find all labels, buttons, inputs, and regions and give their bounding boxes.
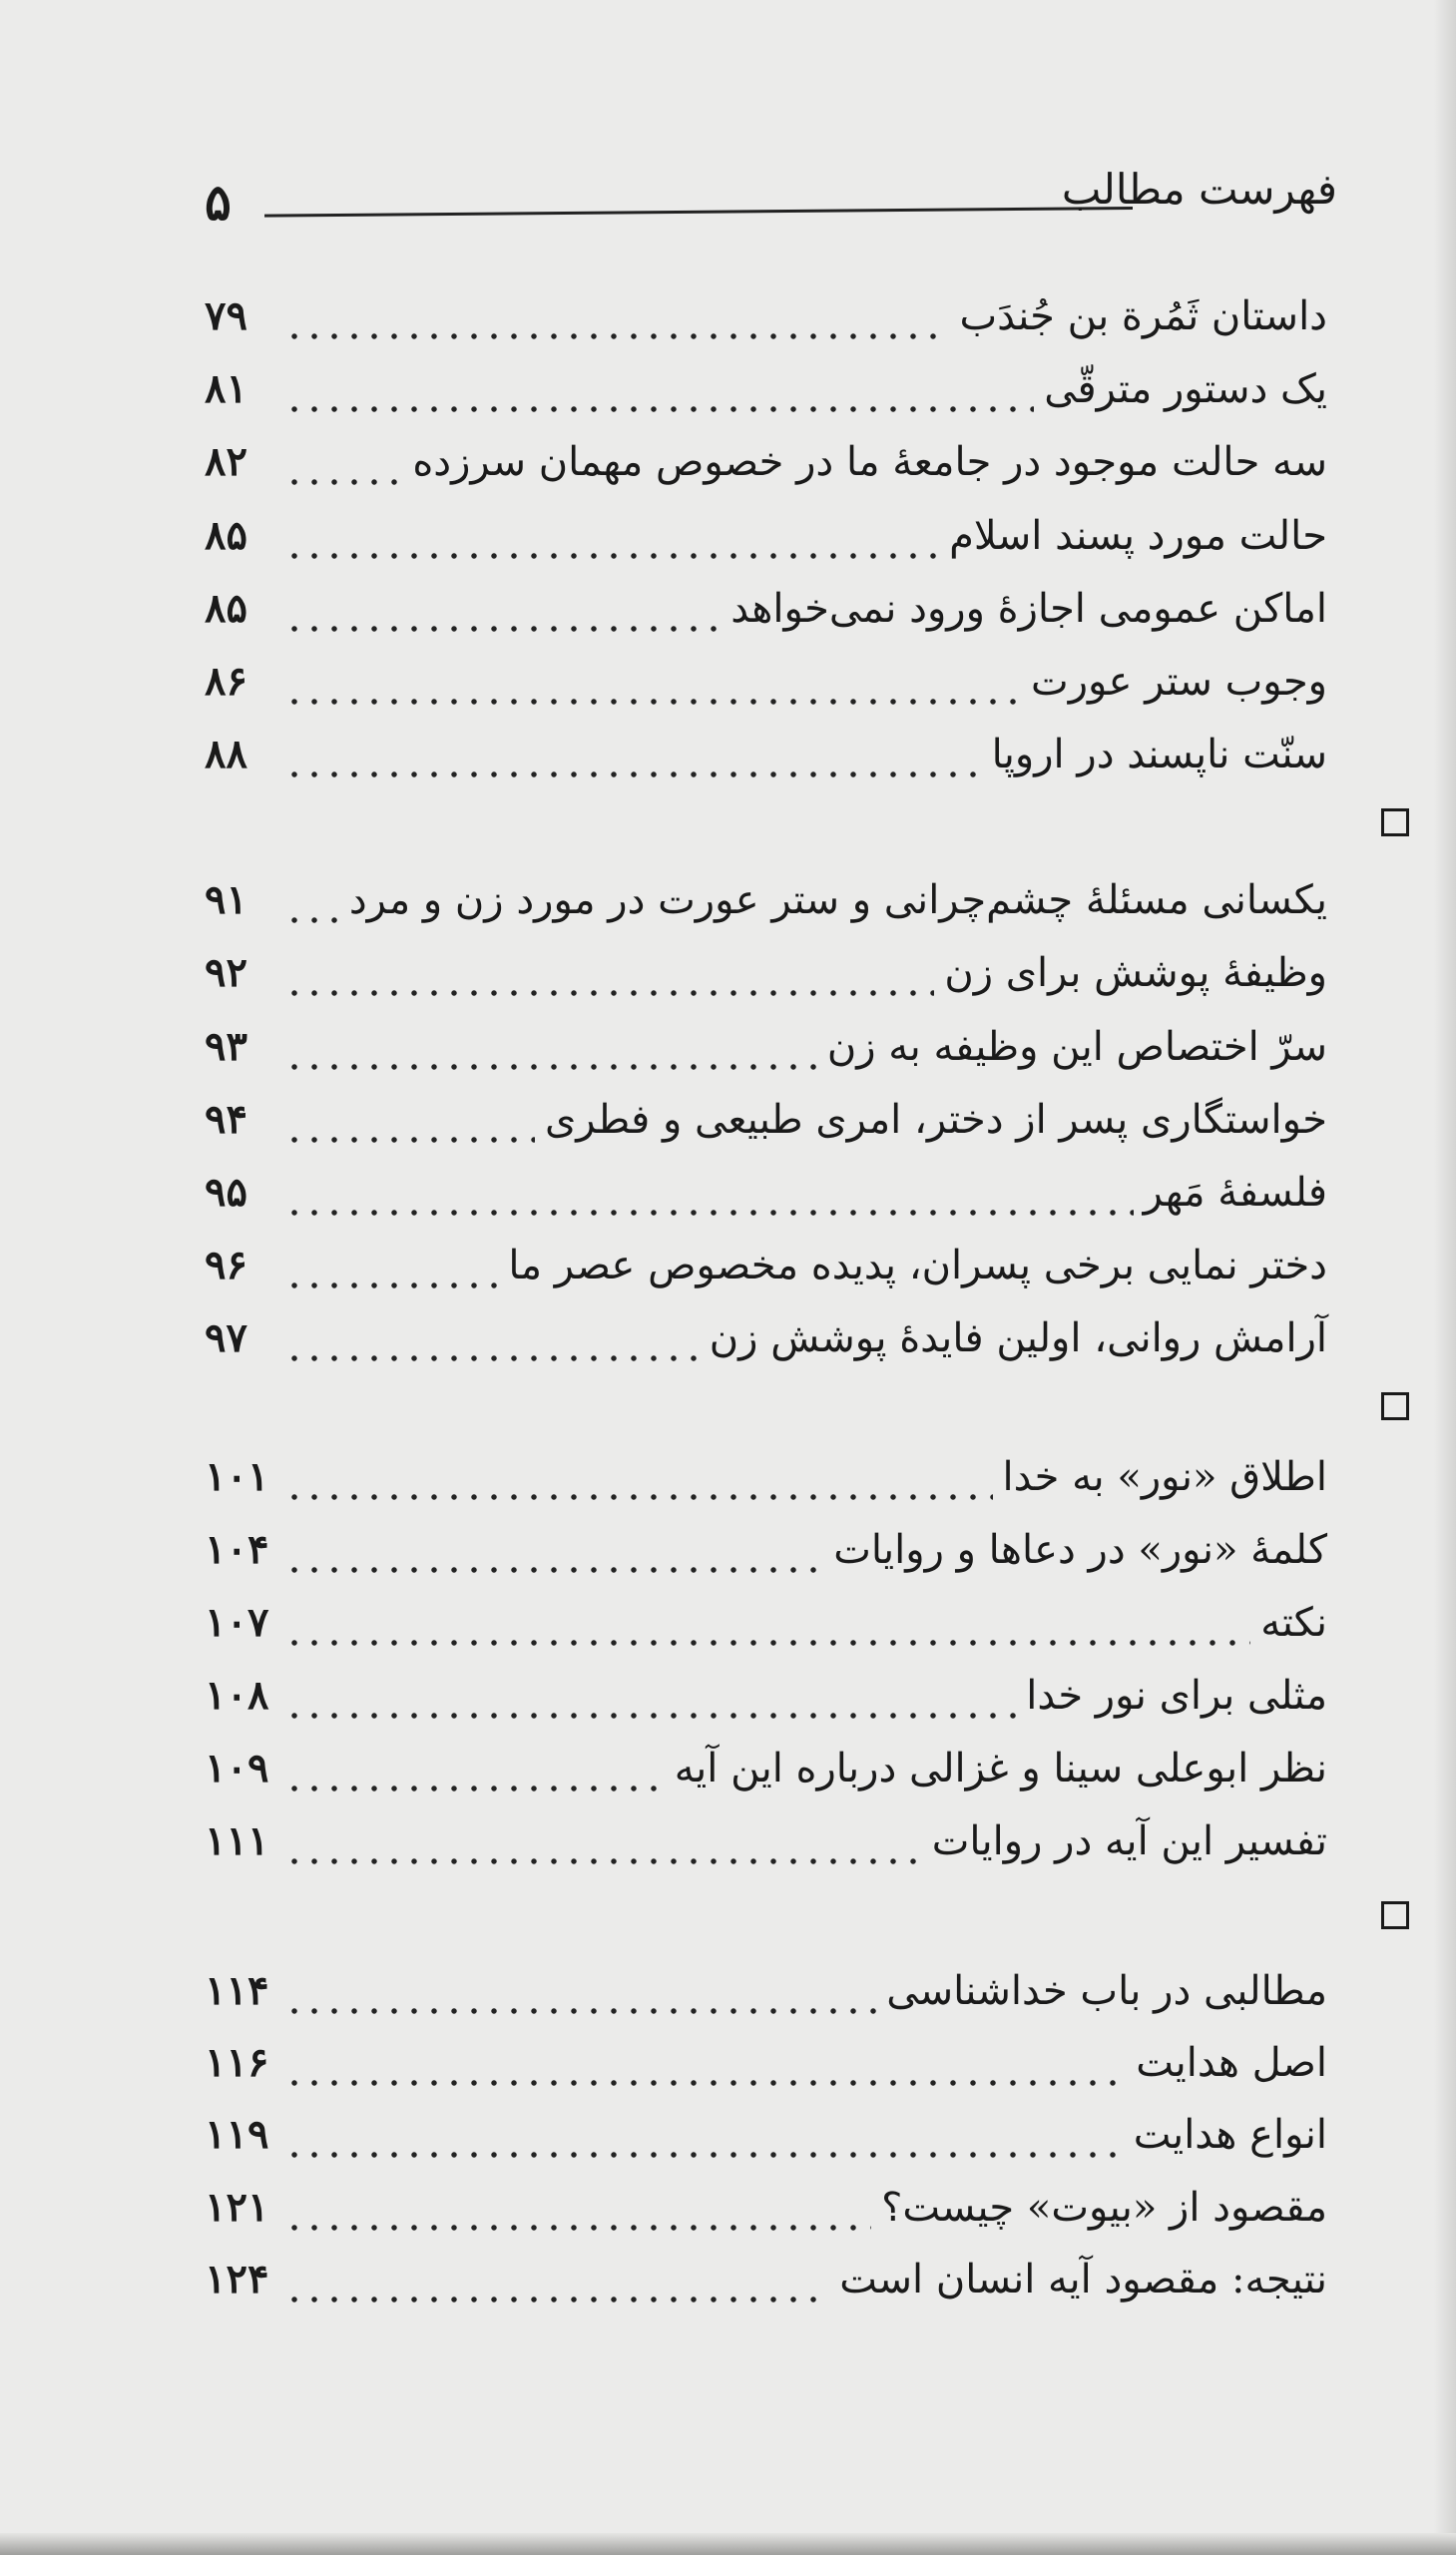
dot-leader	[284, 1737, 665, 1800]
toc-entry-page: ۱۰۱	[205, 1453, 269, 1500]
dot-leader	[284, 1959, 876, 2023]
toc-entry-page: ۱۲۴	[205, 2256, 269, 2302]
header-rule	[264, 207, 1133, 218]
section-marker-icon	[1381, 1901, 1409, 1929]
toc-entry-page: ۸۲	[205, 438, 247, 485]
toc-entry-title: نتیجه: مقصود آیه انسان است	[839, 2257, 1327, 2302]
toc-entry[interactable]	[205, 284, 1327, 348]
toc-entry[interactable]	[205, 357, 1327, 421]
toc-entry-page: ۱۰۷	[205, 1599, 269, 1646]
dot-leader	[284, 1161, 1134, 1225]
toc-entry-title: مطالبی در باب خداشناسی	[886, 1968, 1327, 2014]
section-marker-icon	[1381, 1392, 1409, 1420]
toc-entry-page: ۱۱۴	[205, 1967, 269, 2014]
toc-entry-title: حالت مورد پسند اسلام	[949, 513, 1327, 559]
toc-entry[interactable]	[205, 1737, 1327, 1800]
toc-entry-title: سه حالت موجود در جامعهٔ ما در خصوص مهمان سرزده	[412, 439, 1327, 485]
toc-entry-page: ۹۶	[205, 1242, 247, 1288]
toc-entry-page: ۸۱	[205, 365, 247, 412]
toc-entry[interactable]	[205, 1234, 1327, 1297]
toc-entry[interactable]	[205, 650, 1327, 714]
toc-entry-page: ۱۲۱	[205, 2184, 269, 2231]
dot-leader	[284, 577, 721, 641]
toc-entry-title: وجوب ستر عورت	[1031, 659, 1327, 705]
dot-leader	[284, 1445, 993, 1509]
toc-entry[interactable]	[205, 1015, 1327, 1079]
toc-entry-title: سرّ اختصاص این وظیفه به زن	[826, 1024, 1327, 1070]
dot-leader	[284, 2176, 871, 2240]
toc-entry[interactable]	[205, 1445, 1327, 1509]
page-title: فهرست مطالب	[1061, 165, 1337, 214]
toc-entry-page: ۸۵	[205, 512, 247, 559]
toc-entry[interactable]	[205, 1306, 1327, 1370]
toc-entry-page: ۸۸	[205, 731, 247, 777]
toc-entry[interactable]	[205, 430, 1327, 494]
toc-entry-title: دختر نمایی برخی پسران، پدیده مخصوص عصر ما	[508, 1243, 1327, 1288]
dot-leader	[284, 1088, 535, 1152]
toc-entry[interactable]	[205, 723, 1327, 786]
toc-entry-page: ۱۰۴	[205, 1526, 269, 1573]
toc-entry-page: ۷۹	[205, 292, 247, 339]
toc-entry-page: ۱۱۱	[205, 1817, 269, 1864]
dot-leader	[284, 2031, 1126, 2095]
dot-leader	[284, 1591, 1250, 1655]
toc-entry-page: ۸۶	[205, 658, 247, 705]
toc-entry[interactable]	[205, 2176, 1327, 2240]
toc-entry[interactable]	[205, 941, 1327, 1005]
toc-entry-title: یک دستور مترقّی	[1044, 366, 1327, 412]
toc-entry[interactable]	[205, 1518, 1327, 1582]
toc-entry-title: وظیفهٔ پوشش برای زن	[944, 950, 1327, 996]
toc-entry-title: یکسانی مسئلهٔ چشم‌چرانی و ستر عورت در مورد زن و مرد	[348, 877, 1327, 923]
toc-entry[interactable]	[205, 577, 1327, 641]
toc-entry[interactable]	[205, 1161, 1327, 1225]
toc-entry-page: ۹۵	[205, 1169, 247, 1216]
toc-entry-page: ۹۳	[205, 1023, 247, 1070]
dot-leader	[284, 1518, 823, 1582]
toc-entry-page: ۹۷	[205, 1314, 247, 1361]
toc-entry-title: مثلی برای نور خدا	[1026, 1673, 1327, 1719]
toc-entry[interactable]	[205, 1959, 1327, 2023]
toc-entry-title: انواع هدایت	[1133, 2112, 1327, 2158]
toc-entry-page: ۸۵	[205, 585, 247, 632]
toc-entry-title: آرامش روانی، اولین فایدهٔ پوشش زن	[709, 1315, 1327, 1361]
toc-entry-page: ۱۰۹	[205, 1745, 269, 1791]
toc-entry[interactable]	[205, 2103, 1327, 2167]
toc-entry[interactable]	[205, 868, 1327, 932]
toc-entry-title: اماکن عمومی اجازهٔ ورود نمی‌خواهد	[730, 586, 1327, 632]
toc-entry[interactable]	[205, 504, 1327, 568]
toc-entry-title: خواستگاری پسر از دختر، امری طبیعی و فطری	[544, 1097, 1327, 1143]
page-header	[205, 165, 1337, 245]
page-bottom-edge	[0, 2533, 1456, 2555]
dot-leader	[284, 430, 402, 494]
dot-leader	[284, 357, 1034, 421]
toc-entry[interactable]	[205, 1809, 1327, 1873]
toc-entry-page: ۱۰۸	[205, 1672, 269, 1719]
toc-entry-page: ۱۱۹	[205, 2111, 269, 2158]
toc-entry-title: داستان ثَمُرة بن جُندَب	[959, 293, 1327, 339]
toc-entry-page: ۹۱	[205, 876, 247, 923]
toc-entry[interactable]	[205, 2031, 1327, 2095]
toc-entry-page: ۹۲	[205, 949, 247, 996]
toc-entry-title: سنّت ناپسند در اروپا	[991, 732, 1327, 777]
dot-leader	[284, 2103, 1124, 2167]
toc-entry[interactable]	[205, 1591, 1327, 1655]
toc-entry-page: ۹۴	[205, 1096, 247, 1143]
toc-entry-title: تفسیر این آیه در روایات	[931, 1818, 1327, 1864]
dot-leader	[284, 650, 1021, 714]
toc-entry-title: کلمهٔ «نور» در دعاها و روایات	[833, 1527, 1327, 1573]
dot-leader	[284, 1234, 498, 1297]
dot-leader	[284, 723, 982, 786]
page-edge-shadow	[1434, 0, 1456, 2555]
dot-leader	[284, 2248, 829, 2311]
toc-entry-title: مقصود از «بیوت» چیست؟	[881, 2185, 1327, 2231]
toc-entry-title: اطلاق «نور» به خدا	[1002, 1454, 1327, 1500]
dot-leader	[284, 504, 939, 568]
toc-entry-title: نکته	[1260, 1600, 1327, 1646]
dot-leader	[284, 284, 949, 348]
toc-entry[interactable]	[205, 2248, 1327, 2311]
toc-entry[interactable]	[205, 1664, 1327, 1728]
dot-leader	[284, 868, 339, 932]
dot-leader	[284, 1306, 700, 1370]
dot-leader	[284, 1664, 1016, 1728]
dot-leader	[284, 941, 934, 1005]
toc-entry[interactable]	[205, 1088, 1327, 1152]
section-marker-icon	[1381, 808, 1409, 836]
page-number: ۵	[205, 173, 232, 232]
toc-entry-page: ۱۱۶	[205, 2039, 269, 2086]
toc-entry-title: نظر ابوعلی سینا و غزالی درباره این آیه	[674, 1746, 1327, 1791]
toc-entry-title: فلسفهٔ مَهر	[1143, 1170, 1327, 1216]
dot-leader	[284, 1809, 922, 1873]
dot-leader	[284, 1015, 817, 1079]
toc-entry-title: اصل هدایت	[1136, 2040, 1327, 2086]
